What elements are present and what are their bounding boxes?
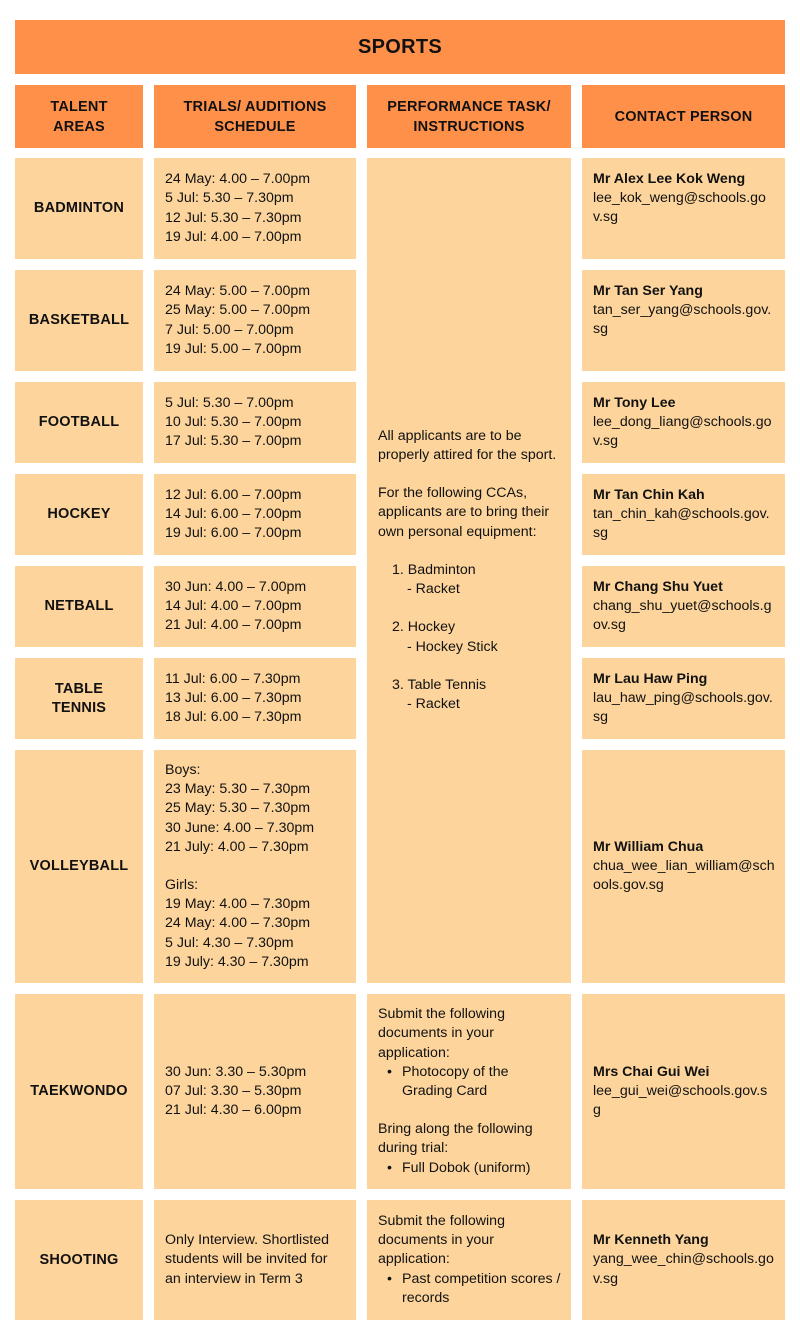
contact-name: Mr William Chua [593,838,704,855]
performance-text: Bring along the following during trial: [378,1121,533,1157]
contact-name: Mr Lau Haw Ping [593,671,708,687]
contact-name: Mr Chang Shu Yuet [593,579,723,595]
schedule-shooting [154,1200,356,1320]
schedule-hockey [154,474,356,555]
header-talent-areas [15,85,143,148]
equipment-item: 1. Badminton [392,561,476,578]
contact-name: Mr Alex Lee Kok Weng [593,171,746,187]
performance-taekwondo [367,994,571,1189]
schedule-group-label: Boys: [165,761,201,778]
performance-general [367,158,571,983]
schedule-line: 7 Jul: 5.00 – 7.00pm [165,321,294,338]
equipment-subitem: - Hockey Stick [407,638,498,655]
schedule-line: 30 June: 4.00 – 7.30pm [165,819,315,836]
schedule-line: 24 May: 4.00 – 7.00pm [165,171,311,188]
contact-basketball [582,270,785,371]
schedule-line: 11 Jul: 6.00 – 7.30pm [165,670,301,687]
talent-area-label: TAEKWONDO [30,1083,128,1099]
schedule-line: 24 May: 4.00 – 7.30pm [165,915,311,932]
schedule-line: 19 May: 4.00 – 7.30pm [165,896,311,913]
contact-email[interactable]: lee_gui_wei@schools.gov.sg [593,1082,768,1119]
schedule-line: 13 Jul: 6.00 – 7.30pm [165,689,302,706]
document-bullet: • Past competition scores / records [378,1270,561,1308]
schedule-taekwondo [154,994,356,1189]
performance-shooting [367,1200,571,1320]
contact-email[interactable]: lee_dong_liang@schools.gov.sg [593,414,772,450]
schedule-line: 19 July: 4.30 – 7.30pm [165,953,309,970]
schedule-table-tennis [154,658,356,739]
schedule-line: 24 May: 5.00 – 7.00pm [165,283,311,300]
schedule-line: 5 Jul: 5.30 – 7.00pm [165,394,294,411]
talent-area-basketball [15,270,143,371]
contact-taekwondo [582,994,785,1189]
talent-area-label: HOCKEY [47,506,111,522]
schedule-line: 19 Jul: 4.00 – 7.00pm [165,228,302,245]
contact-email[interactable]: lee_kok_weng@schools.gov.sg [593,190,766,226]
contact-email[interactable]: chua_wee_lian_william@schools.gov.sg [593,857,775,894]
performance-text: For the following CCAs, applicants are to bring their own personal equipment: [378,485,550,540]
schedule-text: Only Interview. Shortlisted students will be invited for an interview in Term 3 [165,1232,330,1287]
schedule-line: 5 Jul: 5.30 – 7.30pm [165,190,294,207]
talent-area-netball [15,566,143,647]
performance-text: Submit the following documents in your application: [378,1212,505,1268]
schedule-line: 19 Jul: 6.00 – 7.00pm [165,525,302,542]
talent-area-label: SHOOTING [39,1251,119,1268]
schedule-line: 14 Jul: 6.00 – 7.00pm [165,505,302,522]
equipment-bullet: • Full Dobok (uniform) [378,1159,561,1178]
schedule-basketball [154,270,356,371]
schedule-line: 5 Jul: 4.30 – 7.30pm [165,934,294,951]
sports-banner [15,20,785,74]
equipment-item: 2. Hockey [392,619,456,636]
contact-name: Mr Tony Lee [593,395,676,411]
header-performance-label: PERFORMANCE TASK/ INSTRUCTIONS [387,98,551,135]
contact-hockey [582,474,785,555]
contact-table-tennis [582,658,785,739]
contact-name: Mr Kenneth Yang [593,1232,709,1249]
equipment-subitem: - Racket [407,581,460,598]
equipment-subitem: - Racket [407,695,460,712]
talent-area-taekwondo [15,994,143,1189]
contact-email[interactable]: tan_ser_yang@schools.gov.sg [593,302,772,338]
schedule-line: 25 May: 5.00 – 7.00pm [165,302,311,319]
talent-area-label: BASKETBALL [28,312,130,328]
schedule-group-label: Girls: [165,877,199,893]
schedule-line: 30 Jun: 3.30 – 5.30pm [165,1063,307,1080]
header-schedule [154,85,356,148]
schedule-line: 14 Jul: 4.00 – 7.00pm [165,597,302,614]
performance-text: All applicants are to be properly attired for the sport. [378,427,557,464]
schedule-line: 07 Jul: 3.30 – 5.30pm [165,1082,302,1099]
schedule-netball [154,566,356,647]
contact-netball [582,566,785,647]
talent-area-hockey [15,474,143,555]
talent-area-badminton [15,158,143,259]
schedule-line: 19 Jul: 5.00 – 7.00pm [165,340,302,357]
contact-email[interactable]: chang_shu_yuet@schools.gov.sg [593,598,772,634]
banner-title: SPORTS [357,35,443,58]
talent-area-table-tennis [15,658,143,739]
talent-area-label: NETBALL [44,598,114,614]
contact-email[interactable]: yang_wee_chin@schools.gov.sg [593,1251,774,1287]
schedule-line: 21 July: 4.00 – 7.30pm [165,838,309,855]
talent-area-shooting [15,1200,143,1320]
schedule-line: 12 Jul: 6.00 – 7.00pm [165,486,302,503]
schedule-line: 21 Jul: 4.30 – 6.00pm [165,1102,302,1119]
equipment-item: 3. Table Tennis [392,676,487,693]
schedule-badminton [154,158,356,259]
performance-text: Submit the following documents in your application: [378,1006,505,1061]
contact-email[interactable]: lau_haw_ping@schools.gov.sg [593,690,773,726]
contact-shooting [582,1200,785,1320]
document-bullet: • Photocopy of the Grading Card [378,1063,561,1101]
header-contact [582,85,785,148]
schedule-line: 23 May: 5.30 – 7.30pm [165,781,311,798]
schedule-line: 10 Jul: 5.30 – 7.00pm [165,413,302,430]
talent-area-volleyball [15,750,143,983]
talent-area-label: FOOTBALL [38,414,120,430]
schedule-volleyball [154,750,356,983]
contact-email[interactable]: tan_chin_kah@schools.gov.sg [593,506,770,542]
talent-area-label: BADMINTON [33,200,125,216]
header-contact-label: CONTACT PERSON [614,108,753,125]
schedule-line: 17 Jul: 5.30 – 7.00pm [165,433,302,450]
schedule-line: 12 Jul: 5.30 – 7.30pm [165,209,302,226]
schedule-line: 21 Jul: 4.00 – 7.00pm [165,617,302,634]
header-performance [367,85,571,148]
contact-name: Mr Tan Ser Yang [593,283,703,299]
header-schedule-label: TRIALS/ AUDITIONS SCHEDULE [183,98,327,135]
schedule-line: 25 May: 5.30 – 7.30pm [165,800,311,817]
header-talent-label: TALENT AREAS [50,98,108,135]
contact-football [582,382,785,463]
talent-area-label: VOLLEYBALL [29,858,129,874]
contact-name: Mrs Chai Gui Wei [593,1063,710,1080]
talent-area-football [15,382,143,463]
talent-area-label: TABLE TENNIS [51,680,107,716]
contact-badminton [582,158,785,259]
schedule-line: 30 Jun: 4.00 – 7.00pm [165,578,307,595]
contact-volleyball [582,750,785,983]
schedule-line: 18 Jul: 6.00 – 7.30pm [165,709,302,726]
contact-name: Mr Tan Chin Kah [593,487,705,503]
schedule-football [154,382,356,463]
